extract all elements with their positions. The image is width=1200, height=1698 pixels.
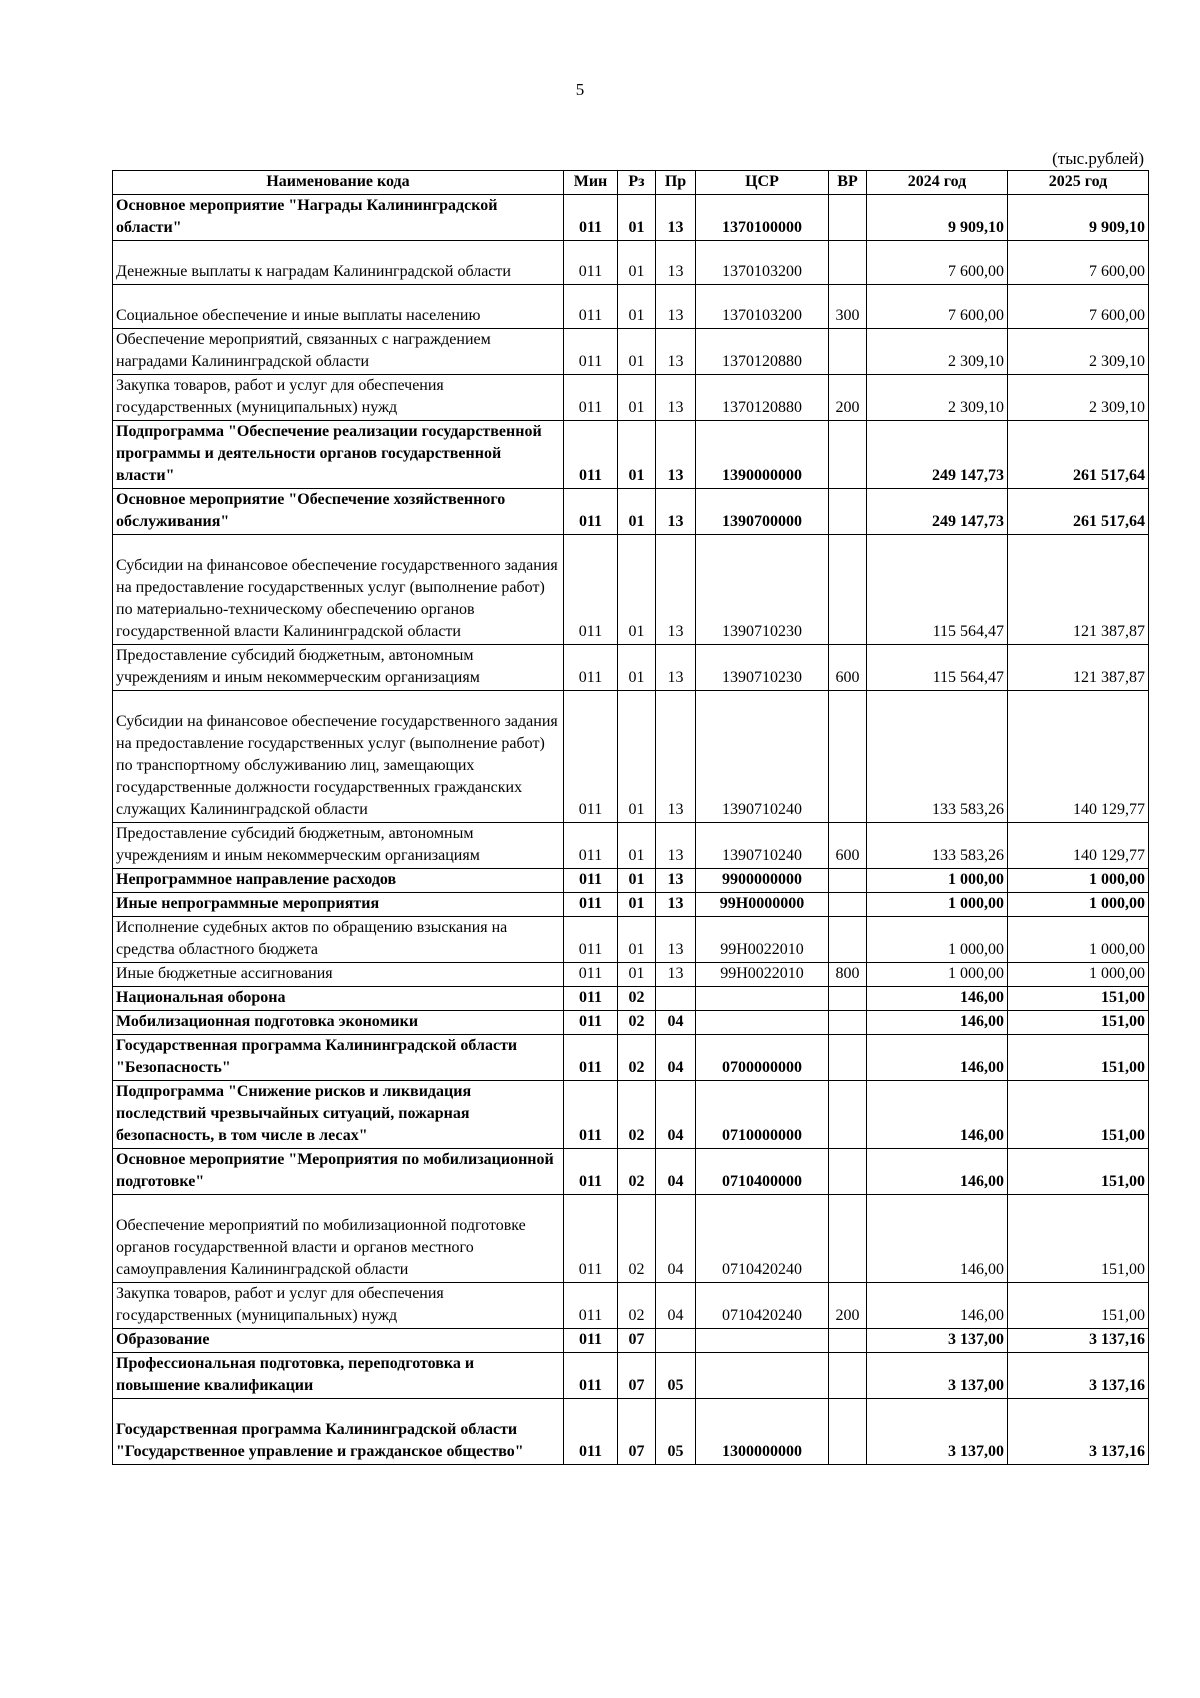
cell-2024: 3 137,00: [867, 1353, 1008, 1399]
cell-rz: 02: [618, 1035, 656, 1081]
cell-pr: 13: [656, 489, 696, 535]
cell-rz: 01: [618, 241, 656, 285]
cell-csr: 1370120880: [696, 375, 829, 421]
cell-2024: 3 137,00: [867, 1399, 1008, 1465]
cell-min: 011: [564, 1195, 618, 1283]
cell-rz: 01: [618, 375, 656, 421]
cell-vr: 600: [829, 823, 867, 869]
table-row: [113, 869, 1149, 893]
cell-vr: 200: [829, 1283, 867, 1329]
cell-2025: 261 517,64: [1008, 421, 1149, 489]
cell-name: Образование: [113, 1329, 564, 1353]
cell-2025: 121 387,87: [1008, 535, 1149, 645]
cell-csr: 0700000000: [696, 1035, 829, 1081]
cell-pr: 13: [656, 375, 696, 421]
cell-min: 011: [564, 285, 618, 329]
cell-name: Обеспечение мероприятий, связанных с награждением наградами Калининградской области: [113, 329, 564, 375]
col-header-pr: Пр: [656, 171, 696, 195]
cell-csr: 1370120880: [696, 329, 829, 375]
unit-note: (тыс.рублей): [1052, 149, 1144, 168]
cell-name: Исполнение судебных актов по обращению взыскания на средства областного бюджета: [113, 917, 564, 963]
cell-min: 011: [564, 869, 618, 893]
table-row: [113, 691, 1149, 823]
cell-name: Подпрограмма "Снижение рисков и ликвидация последствий чрезвычайных ситуаций, пожарная безопасность, в том числе в лесах": [113, 1081, 564, 1149]
cell-rz: 01: [618, 489, 656, 535]
cell-2025: 9 909,10: [1008, 195, 1149, 241]
col-header-2025: 2025 год: [1008, 171, 1149, 195]
cell-name: Закупка товаров, работ и услуг для обеспечения государственных (муниципальных) нужд: [113, 375, 564, 421]
cell-vr: [829, 1399, 867, 1465]
cell-name: Обеспечение мероприятий по мобилизационной подготовке органов государственной власти и органов местного самоуправления Калининградской области: [113, 1195, 564, 1283]
cell-vr: 200: [829, 375, 867, 421]
table-row: [113, 1011, 1149, 1035]
cell-rz: 07: [618, 1399, 656, 1465]
cell-csr: 1390710240: [696, 691, 829, 823]
table-row: [113, 1399, 1149, 1465]
cell-vr: 300: [829, 285, 867, 329]
cell-pr: [656, 1329, 696, 1353]
cell-rz: 01: [618, 195, 656, 241]
cell-rz: 01: [618, 869, 656, 893]
col-header-2024: 2024 год: [867, 171, 1008, 195]
cell-pr: [656, 987, 696, 1011]
table-row: [113, 645, 1149, 691]
cell-min: 011: [564, 375, 618, 421]
cell-2025: 261 517,64: [1008, 489, 1149, 535]
cell-pr: 13: [656, 893, 696, 917]
cell-2025: 151,00: [1008, 1149, 1149, 1195]
cell-min: 011: [564, 1283, 618, 1329]
cell-min: 011: [564, 1035, 618, 1081]
cell-vr: 600: [829, 645, 867, 691]
cell-min: 011: [564, 1329, 618, 1353]
table-row: [113, 375, 1149, 421]
cell-2024: 9 909,10: [867, 195, 1008, 241]
cell-vr: [829, 421, 867, 489]
cell-csr: 0710420240: [696, 1283, 829, 1329]
page-number: 5: [575, 80, 585, 99]
cell-vr: [829, 987, 867, 1011]
cell-vr: [829, 329, 867, 375]
cell-rz: 07: [618, 1329, 656, 1353]
cell-pr: 04: [656, 1195, 696, 1283]
cell-min: 011: [564, 963, 618, 987]
table-row: [113, 987, 1149, 1011]
cell-csr: 1370103200: [696, 241, 829, 285]
table-row: [113, 195, 1149, 241]
budget-table: [112, 170, 1149, 1465]
cell-name: Закупка товаров, работ и услуг для обеспечения государственных (муниципальных) нужд: [113, 1283, 564, 1329]
cell-min: 011: [564, 917, 618, 963]
cell-pr: 13: [656, 535, 696, 645]
table-row: [113, 1283, 1149, 1329]
table-row: [113, 963, 1149, 987]
cell-rz: 01: [618, 645, 656, 691]
table-row: [113, 535, 1149, 645]
cell-name: Основное мероприятие "Мероприятия по мобилизационной подготовке": [113, 1149, 564, 1195]
cell-min: 011: [564, 1353, 618, 1399]
table-row: [113, 1195, 1149, 1283]
table-row: [113, 285, 1149, 329]
table-row: [113, 1081, 1149, 1149]
cell-2025: 151,00: [1008, 1195, 1149, 1283]
cell-name: Социальное обеспечение и иные выплаты населению: [113, 285, 564, 329]
cell-min: 011: [564, 893, 618, 917]
cell-pr: 13: [656, 285, 696, 329]
cell-rz: 01: [618, 917, 656, 963]
cell-csr: 0710400000: [696, 1149, 829, 1195]
col-header-rz: Рз: [618, 171, 656, 195]
cell-2025: 140 129,77: [1008, 823, 1149, 869]
cell-name: Основное мероприятие "Награды Калининградской области": [113, 195, 564, 241]
cell-pr: 04: [656, 1011, 696, 1035]
cell-pr: 13: [656, 195, 696, 241]
cell-csr: [696, 987, 829, 1011]
cell-min: 011: [564, 241, 618, 285]
col-header-min: Мин: [564, 171, 618, 195]
cell-rz: 01: [618, 893, 656, 917]
cell-rz: 07: [618, 1353, 656, 1399]
table-row: [113, 1353, 1149, 1399]
cell-min: 011: [564, 489, 618, 535]
cell-2024: 133 583,26: [867, 823, 1008, 869]
cell-pr: 13: [656, 691, 696, 823]
cell-pr: 13: [656, 329, 696, 375]
table-row: [113, 1149, 1149, 1195]
cell-2024: 249 147,73: [867, 489, 1008, 535]
cell-rz: 02: [618, 1011, 656, 1035]
col-header-vr: ВР: [829, 171, 867, 195]
cell-vr: [829, 535, 867, 645]
cell-csr: 1300000000: [696, 1399, 829, 1465]
cell-2025: 3 137,16: [1008, 1399, 1149, 1465]
cell-name: Непрограммное направление расходов: [113, 869, 564, 893]
cell-2024: 146,00: [867, 1035, 1008, 1081]
cell-rz: 01: [618, 823, 656, 869]
cell-2025: 1 000,00: [1008, 893, 1149, 917]
table-row: [113, 823, 1149, 869]
cell-name: Денежные выплаты к наградам Калининградской области: [113, 241, 564, 285]
cell-rz: 02: [618, 987, 656, 1011]
cell-vr: [829, 1353, 867, 1399]
cell-pr: 13: [656, 917, 696, 963]
cell-pr: 04: [656, 1149, 696, 1195]
cell-csr: [696, 1353, 829, 1399]
cell-csr: 99Н0022010: [696, 963, 829, 987]
cell-csr: 1390710240: [696, 823, 829, 869]
cell-pr: 13: [656, 645, 696, 691]
cell-vr: [829, 241, 867, 285]
cell-name: Иные непрограммные мероприятия: [113, 893, 564, 917]
cell-min: 011: [564, 535, 618, 645]
cell-2025: 2 309,10: [1008, 329, 1149, 375]
cell-pr: 13: [656, 963, 696, 987]
cell-vr: [829, 489, 867, 535]
cell-2025: 151,00: [1008, 1035, 1149, 1081]
cell-rz: 01: [618, 963, 656, 987]
cell-csr: 99Н0022010: [696, 917, 829, 963]
cell-2024: 1 000,00: [867, 963, 1008, 987]
cell-vr: [829, 1329, 867, 1353]
cell-2025: 1 000,00: [1008, 869, 1149, 893]
cell-min: 011: [564, 329, 618, 375]
cell-2025: 3 137,16: [1008, 1353, 1149, 1399]
cell-min: 011: [564, 1149, 618, 1195]
cell-pr: 05: [656, 1399, 696, 1465]
cell-min: 011: [564, 987, 618, 1011]
cell-min: 011: [564, 691, 618, 823]
cell-csr: 0710420240: [696, 1195, 829, 1283]
cell-vr: [829, 1081, 867, 1149]
cell-2025: 151,00: [1008, 1011, 1149, 1035]
table-row: [113, 1329, 1149, 1353]
cell-2024: 146,00: [867, 1081, 1008, 1149]
cell-vr: [829, 195, 867, 241]
cell-2024: 146,00: [867, 1283, 1008, 1329]
cell-min: 011: [564, 645, 618, 691]
table-row: [113, 917, 1149, 963]
cell-2024: 1 000,00: [867, 893, 1008, 917]
cell-2024: 2 309,10: [867, 375, 1008, 421]
cell-2024: 115 564,47: [867, 645, 1008, 691]
cell-2024: 1 000,00: [867, 917, 1008, 963]
cell-rz: 01: [618, 421, 656, 489]
cell-2024: 133 583,26: [867, 691, 1008, 823]
cell-2024: 7 600,00: [867, 241, 1008, 285]
cell-pr: 13: [656, 823, 696, 869]
cell-vr: 800: [829, 963, 867, 987]
cell-name: Профессиональная подготовка, переподготовка и повышение квалификации: [113, 1353, 564, 1399]
cell-csr: 1370100000: [696, 195, 829, 241]
cell-csr: 1390000000: [696, 421, 829, 489]
cell-csr: 0710000000: [696, 1081, 829, 1149]
cell-2024: 1 000,00: [867, 869, 1008, 893]
cell-pr: 04: [656, 1283, 696, 1329]
cell-2025: 140 129,77: [1008, 691, 1149, 823]
table-row: [113, 329, 1149, 375]
cell-rz: 02: [618, 1283, 656, 1329]
cell-name: Субсидии на финансовое обеспечение государственного задания на предоставление государственных услуг (выполнение работ) по материально-техническому обеспечению органов государственной власти Калининградской области: [113, 535, 564, 645]
cell-2024: 2 309,10: [867, 329, 1008, 375]
cell-min: 011: [564, 1081, 618, 1149]
cell-name: Мобилизационная подготовка экономики: [113, 1011, 564, 1035]
cell-2025: 1 000,00: [1008, 917, 1149, 963]
cell-min: 011: [564, 195, 618, 241]
cell-vr: [829, 1011, 867, 1035]
cell-name: Иные бюджетные ассигнования: [113, 963, 564, 987]
cell-rz: 01: [618, 535, 656, 645]
col-header-csr: ЦСР: [696, 171, 829, 195]
table-header-row: [113, 171, 1149, 195]
cell-name: Субсидии на финансовое обеспечение государственного задания на предоставление государственных услуг (выполнение работ) по транспортному обслуживанию лиц, замещающих государственные должности государственных гражданских служащих Калининградской области: [113, 691, 564, 823]
table-row: [113, 489, 1149, 535]
cell-rz: 02: [618, 1149, 656, 1195]
cell-min: 011: [564, 823, 618, 869]
cell-rz: 01: [618, 285, 656, 329]
cell-2025: 121 387,87: [1008, 645, 1149, 691]
cell-vr: [829, 1195, 867, 1283]
cell-2025: 2 309,10: [1008, 375, 1149, 421]
cell-min: 011: [564, 1399, 618, 1465]
cell-csr: 99Н0000000: [696, 893, 829, 917]
cell-2025: 151,00: [1008, 1283, 1149, 1329]
cell-pr: 04: [656, 1035, 696, 1081]
cell-rz: 01: [618, 691, 656, 823]
table-row: [113, 421, 1149, 489]
cell-vr: [829, 893, 867, 917]
cell-2025: 151,00: [1008, 987, 1149, 1011]
cell-csr: 1390710230: [696, 535, 829, 645]
cell-2024: 115 564,47: [867, 535, 1008, 645]
cell-vr: [829, 691, 867, 823]
cell-name: Предоставление субсидий бюджетным, автономным учреждениям и иным некоммерческим организациям: [113, 645, 564, 691]
cell-csr: [696, 1011, 829, 1035]
cell-name: Подпрограмма "Обеспечение реализации государственной программы и деятельности органов государственной власти": [113, 421, 564, 489]
cell-vr: [829, 917, 867, 963]
cell-name: Государственная программа Калининградской области "Государственное управление и гражданское общество": [113, 1399, 564, 1465]
cell-2024: 7 600,00: [867, 285, 1008, 329]
cell-csr: 9900000000: [696, 869, 829, 893]
table-row: [113, 241, 1149, 285]
table-body: [113, 195, 1149, 1465]
cell-2025: 7 600,00: [1008, 285, 1149, 329]
cell-2024: 146,00: [867, 1195, 1008, 1283]
cell-2024: 249 147,73: [867, 421, 1008, 489]
cell-rz: 02: [618, 1195, 656, 1283]
cell-pr: 05: [656, 1353, 696, 1399]
cell-vr: [829, 869, 867, 893]
cell-name: Основное мероприятие "Обеспечение хозяйственного обслуживания": [113, 489, 564, 535]
cell-pr: 13: [656, 241, 696, 285]
table-row: [113, 893, 1149, 917]
cell-rz: 02: [618, 1081, 656, 1149]
cell-2024: 146,00: [867, 987, 1008, 1011]
cell-csr: 1390710230: [696, 645, 829, 691]
cell-2024: 3 137,00: [867, 1329, 1008, 1353]
cell-csr: 1390700000: [696, 489, 829, 535]
cell-csr: [696, 1329, 829, 1353]
table-row: [113, 1035, 1149, 1081]
cell-2024: 146,00: [867, 1149, 1008, 1195]
cell-2025: 1 000,00: [1008, 963, 1149, 987]
cell-name: Государственная программа Калининградской области "Безопасность": [113, 1035, 564, 1081]
cell-rz: 01: [618, 329, 656, 375]
cell-name: Предоставление субсидий бюджетным, автономным учреждениям и иным некоммерческим организациям: [113, 823, 564, 869]
cell-2025: 3 137,16: [1008, 1329, 1149, 1353]
cell-2025: 7 600,00: [1008, 241, 1149, 285]
cell-csr: 1370103200: [696, 285, 829, 329]
cell-min: 011: [564, 1011, 618, 1035]
cell-2025: 151,00: [1008, 1081, 1149, 1149]
cell-name: Национальная оборона: [113, 987, 564, 1011]
cell-pr: 13: [656, 421, 696, 489]
cell-pr: 13: [656, 869, 696, 893]
cell-pr: 04: [656, 1081, 696, 1149]
cell-vr: [829, 1035, 867, 1081]
cell-min: 011: [564, 421, 618, 489]
col-header-name: Наименование кода: [113, 171, 564, 195]
cell-vr: [829, 1149, 867, 1195]
cell-2024: 146,00: [867, 1011, 1008, 1035]
